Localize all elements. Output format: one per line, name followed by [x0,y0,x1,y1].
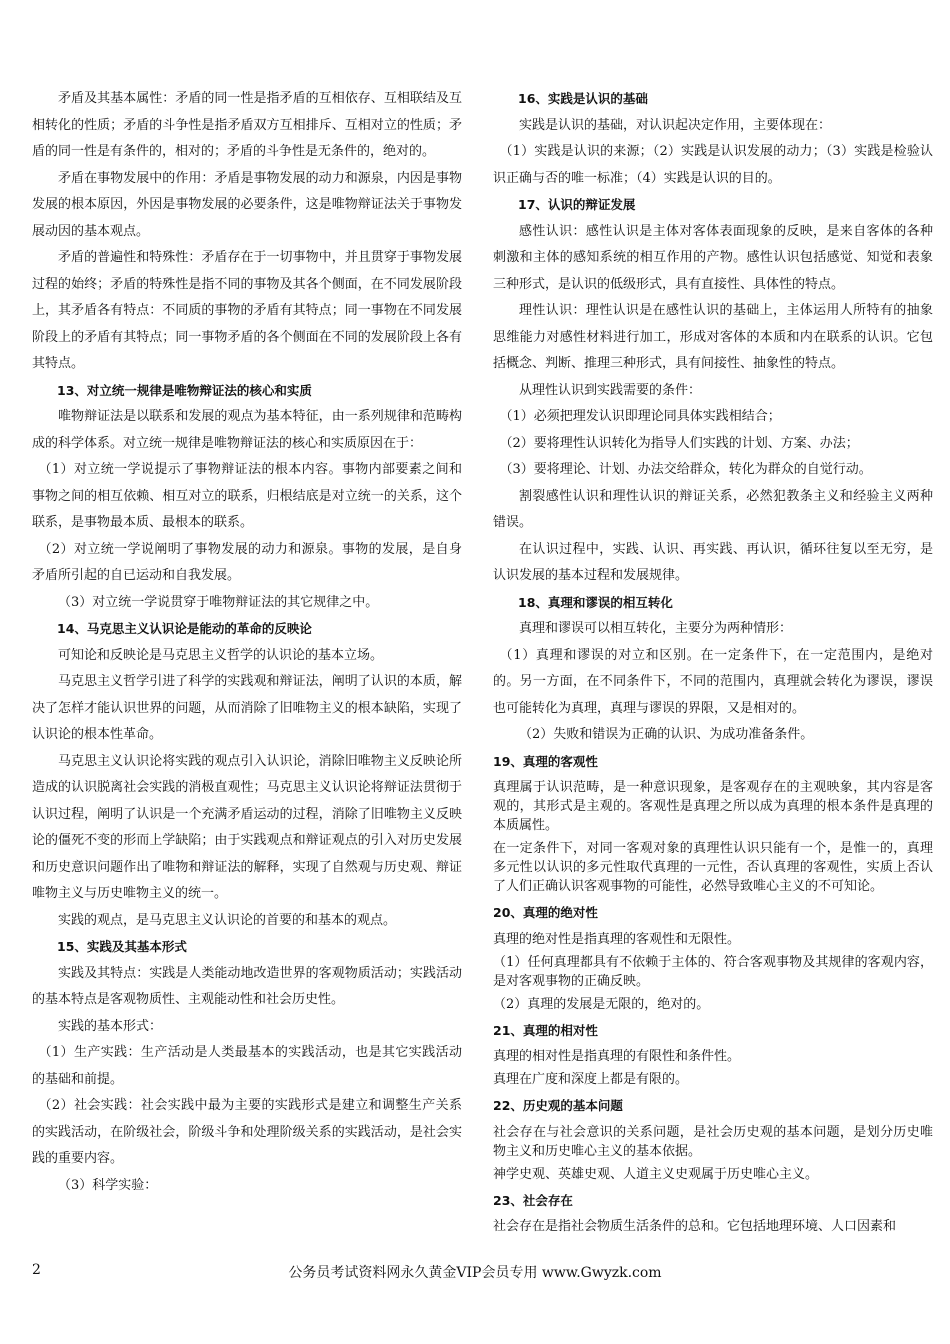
paragraph: 矛盾的普遍性和特殊性：矛盾存在于一切事物中，并且贯穿于事物发展过程的始终；矛盾的特殊性是指不同的事物及其各个侧面，在不同发展阶段上，其矛盾各有特点：不同质的事物的矛盾有其特点；同一事物在不同发展阶段上的矛盾有其特点；同一事物矛盾的各个侧面在不同的发展阶段上各有其特点。 [32,250,462,371]
list-paragraph: （2）社会实践：社会实践中最为主要的实践形式是建立和调整生产关系的实践活动，在阶级社会，阶级斗争和处理阶级关系的实践活动，是社会实践的重要内容。 [32,1098,462,1166]
section-heading: 14、马克思主义认识论是能动的革命的反映论 [57,621,312,636]
paragraph: 社会存在与社会意识的关系问题，是社会历史观的基本问题，是划分历史唯物主义和历史唯心主义的基本依据。 [493,1124,933,1159]
paragraph: 实践及其特点：实践是人类能动地改造世界的客观物质活动；实践活动的基本特点是客观物质性、主观能动性和社会历史性。 [32,965,462,1007]
list-paragraph: （1）必须把理发认识即理论同具体实践相结合； [499,409,781,424]
section-heading: 19、真理的客观性 [493,753,598,769]
paragraph: 马克思主义认识论将实践的观点引入认识论，消除旧唯物主义反映论所造成的认识脱离社会实践的消极直观性；马克思主义认识论将辩证法贯彻于认识过程，阐明了认识是一个充满矛盾运动的过程，消除了旧唯物主义反映论的僵死不变的形而上学缺陷；由于实践观点和辩证观点的引入对历史发展和历史意识问题作出了唯物和辩证法的解释，实现了自然观与历史观、辩证唯物主义与历史唯物主义的统一。 [32,753,462,901]
paragraph: （1）任何真理都具有不依赖于主体的、符合客观事物及其规律的客观内容，是对客观事物的正确反映。 [493,954,933,989]
section-heading: 23、社会存在 [493,1192,573,1208]
section-heading: 13、对立统一规律是唯物辩证法的核心和实质 [57,382,312,398]
paragraph: 真理和谬误可以相互转化，主要分为两种情形： [519,621,793,636]
section-heading: 15、实践及其基本形式 [57,939,187,954]
paragraph: 马克思主义哲学引进了科学的实践观和辩证法，阐明了认识的本质，解决了怎样才能认识世界的问题，从而消除了旧唯物主义的根本缺陷，实现了认识论的根本性革命。 [32,674,462,742]
paragraph: 在一定条件下，对同一客观对象的真理性认识只能有一个，是惟一的，真理多元性以认识的多元性取代真理的一元性，否认真理的客观性，实质上否认了人们正确认识客观事物的可能性，必然导致唯心主义的不可知论。 [493,841,933,894]
paragraph: （2）真理的发展是无限的，绝对的。 [493,996,710,1012]
right-column [493,86,933,1240]
paragraph: 社会存在是指社会物质生活条件的总和。它包括地理环境、人口因素和 [493,1219,897,1234]
paragraph: 实践的基本形式： [58,1018,163,1034]
paragraph: （3）对立统一学说贯穿于唯物辩证法的其它规律之中。 [58,594,379,610]
paragraph: （2）失败和错误为正确的认识、为成功准备条件。 [519,727,814,742]
paragraph: 真理属于认识范畴，是一种意识现象，是客观存在的主观映象，其内容是客观的，其形式是主观的。客观性是真理之所以成为真理的根本条件是真理的本质属性。 [493,780,933,833]
paragraph: 感性认识：感性认识是主体对客体表面现象的反映，是来自客体的各种刺激和主体的感知系统的相互作用的产物。感性认识包括感觉、知觉和表象三种形式，是认识的低级形式，具有直接性、具体性的特点。 [493,223,933,292]
section-heading: 22、历史观的基本问题 [493,1098,623,1113]
list-paragraph: （1）真理和谬误的对立和区别。在一定条件下，在一定范围内，是绝对的。另一方面，在不同条件下，不同的范围内，真理就会转化为谬误，谬误也可能转化为真理，真理与谬误的界限，又是相对的。 [493,647,933,716]
paragraph: 割裂感性认识和理性认识的辩证关系，必然犯教条主义和经验主义两种错误。 [493,488,933,530]
paragraph: 理性认识：理性认识是在感性认识的基础上，主体运用人所特有的抽象思维能力对感性材料进行加工，形成对客体的本质和内在联系的认识。它包括概念、判断、推理三种形式，具有间接性、抽象性的特点。 [493,303,933,371]
list-paragraph: （1）生产实践：生产活动是人类最基本的实践活动，也是其它实践活动的基础和前提。 [32,1045,462,1087]
section-heading: 16、实践是认识的基础 [518,91,648,106]
paragraph: 唯物辩证法是以联系和发展的观点为基本特征，由一系列规律和范畴构成的科学体系。对立统一规律是唯物辩证法的核心和实质原因在于： [32,409,462,451]
list-paragraph: （2）要将理性认识转化为指导人们实践的计划、方案、办法； [499,435,859,451]
paragraph: 可知论和反映论是马克思主义哲学的认识论的基本立场。 [58,647,384,663]
paragraph: 从理性认识到实践需要的条件： [519,382,702,398]
paragraph: 实践是认识的基础，对认识起决定作用，主要体现在： [519,117,832,133]
paragraph: 矛盾及其基本属性：矛盾的同一性是指矛盾的互相依存、互相联结及互相转化的性质；矛盾的斗争性是指矛盾双方互相排斥、互相对立的性质；矛盾的同一性是有条件的，相对的；矛盾的斗争性是无条件的，绝对的。 [32,91,462,159]
footer-watermark-text: 公务员考试资料网永久黄金VIP会员专用 www.Gwyzk.com [288,1265,662,1281]
section-heading: 18、真理和谬误的相互转化 [518,594,673,610]
paragraph: 神学史观、英雄史观、人道主义史观属于历史唯心主义。 [493,1166,819,1182]
paragraph: 真理的绝对性是指真理的客观性和无限性。 [493,931,741,947]
paragraph: （3）科学实验： [58,1177,158,1193]
list-paragraph: （1）对立统一学说提示了事物辩证法的根本内容。事物内部要素之间和事物之间的相互依赖、相互对立的联系，归根结底是对立统一的关系，这个联系，是事物最本质、最根本的联系。 [32,462,462,530]
paragraph: 真理在广度和深度上都是有限的。 [493,1072,689,1087]
paragraph: 真理的相对性是指真理的有限性和条件性。 [493,1049,741,1064]
list-paragraph: （1）实践是认识的来源；（2）实践是认识发展的动力；（3）实践是检验认识正确与否的唯一标准；（4）实践是认识的目的。 [493,144,933,186]
page-number: 2 [32,1262,41,1278]
paragraph: 在认识过程中，实践、认识、再实践、再认识，循环往复以至无穷，是认识发展的基本过程和发展规律。 [493,541,933,583]
section-heading: 17、认识的辩证发展 [518,197,636,212]
left-column [32,86,462,1199]
paragraph: 实践的观点，是马克思主义认识论的首要的和基本的观点。 [58,912,397,928]
list-paragraph: （2）对立统一学说阐明了事物发展的动力和源泉。事物的发展，是自身矛盾所引起的自已运动和自我发展。 [32,541,462,583]
paragraph: 矛盾在事物发展中的作用：矛盾是事物发展的动力和源泉，内因是事物发展的根本原因，外因是事物发展的必要条件，这是唯物辩证法关于事物发展动因的基本观点。 [32,170,462,239]
section-heading: 21、真理的相对性 [493,1022,598,1038]
list-paragraph: （3）要将理论、计划、办法交给群众，转化为群众的自觉行动。 [499,462,872,477]
section-heading: 20、真理的绝对性 [493,905,598,920]
